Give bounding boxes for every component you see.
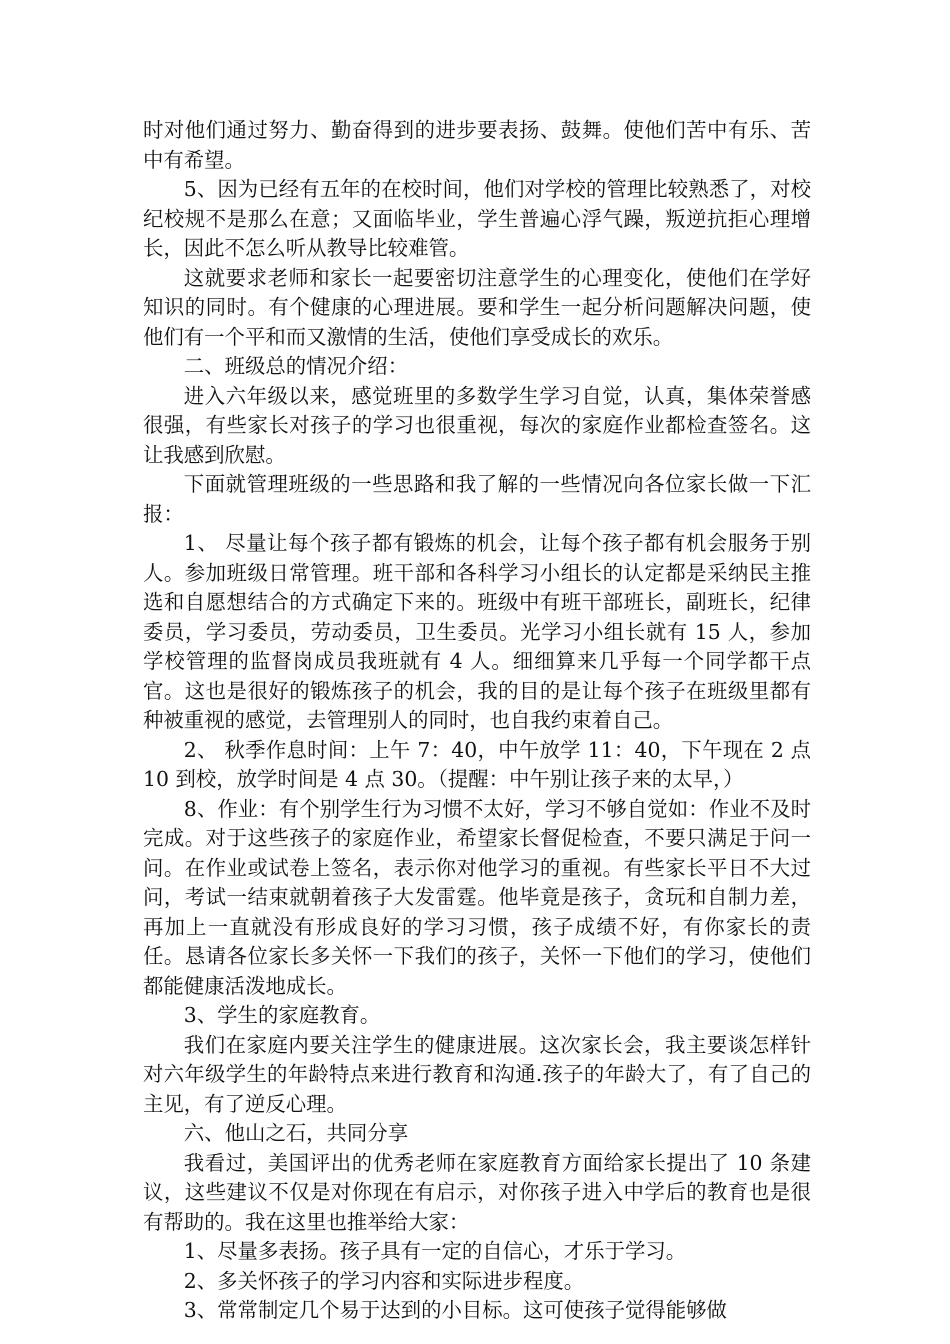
section-heading: 六、他山之石，共同分享: [183, 1121, 409, 1145]
paragraph: 这就要求老师和家长一起要密切注意学生的心理变化，使他们在学好知识的同时。有个健康的心理进展。要和学生一起分析问题解决问题，使他们有一个平和而又激情的生活，使他们享受成长的欢乐。: [143, 265, 811, 349]
list-item: 3、常常制定几个易于达到的小目标。这可使孩子觉得能够做: [183, 1298, 727, 1322]
list-item: 2、多关怀孩子的学习内容和实际进步程度。: [183, 1268, 585, 1293]
paragraph: 我们在家庭内要关注学生的健康进展。这次家长会，我主要谈怎样针对六年级学生的年龄特点来进行教育和沟通.孩子的年龄大了，有了自己的主见，有了逆反心理。: [143, 1032, 811, 1116]
document-body: [143, 116, 811, 1326]
paragraph: 5、因为已经有五年的在校时间，他们对学校的管理比较熟悉了，对校纪校规不是那么在意；又面临毕业，学生普遍心浮气躁，叛逆抗拒心理增长，因此不怎么听从教导比较难管。: [143, 177, 811, 260]
section-heading: 二、班级总的情况介绍：: [183, 354, 409, 378]
list-item: 8、作业：有个别学生行为习惯不太好，学习不够自觉如：作业不及时完成。对于这些孩子的家庭作业，希望家长督促检查，不要只满足于问一问。在作业或试卷上签名，表示你对他学习的重视。有些家长平日不大过问，考试一结束就朝着孩子大发雷霆。他毕竟是孩子，贪玩和自制力差，再加上一直就没有形成良好的学习习惯，孩子成绩不好，有你家长的责任。恳请各位家长多关怀一下我们的孩子，关怀一下他们的学习，使他们都能健康活泼地成长。: [143, 796, 811, 998]
paragraph: 下面就管理班级的一些思路和我了解的一些情况向各位家长做一下汇报：: [143, 472, 811, 526]
paragraph: 时对他们通过努力、勤奋得到的进步要表扬、鼓舞。使他们苦中有乐、苦中有希望。: [143, 118, 811, 172]
paragraph: 我看过，美国评出的优秀老师在家庭教育方面给家长提出了 10 条建议，这些建议不仅是对你现在有启示，对你孩子进入中学后的教育也是很有帮助的。我在这里也推举给大家：: [143, 1150, 811, 1234]
list-item: 2、 秋季作息时间：上午 7：40，中午放学 11：40，下午现在 2 点 10 到校，放学时间是 4 点 30。（提醒：中午别让孩子来的太早，）: [143, 737, 811, 791]
list-item: 1、尽量多表扬。孩子具有一定的自信心，才乐于学习。: [183, 1239, 687, 1263]
paragraph: 进入六年级以来，感觉班里的多数学生学习自觉，认真，集体荣誉感很强，有些家长对孩子的学习也很重视，每次的家庭作业都检查签名。这让我感到欣慰。: [143, 383, 811, 467]
list-item: 1、 尽量让每个孩子都有锻炼的机会，让每个孩子都有机会服务于别人。参加班级日常管理。班干部和各科学习小组长的认定都是采纳民主推选和自愿想结合的方式确定下来的。班级中有班干部班长，副班长，纪律委员，学习委员，劳动委员，卫生委员。光学习小组长就有 15 人，参加学校管理的监督岗成员我班就有 4 人。细细算来几乎每一个同学都干点官。这也是很好的锻炼孩子的机会，我的目的是让每个孩子在班级里都有种被重视的感觉，去管理别人的同时，也自我约束着自己。: [143, 531, 811, 732]
list-item: 3、学生的家庭教育。: [183, 1003, 381, 1027]
